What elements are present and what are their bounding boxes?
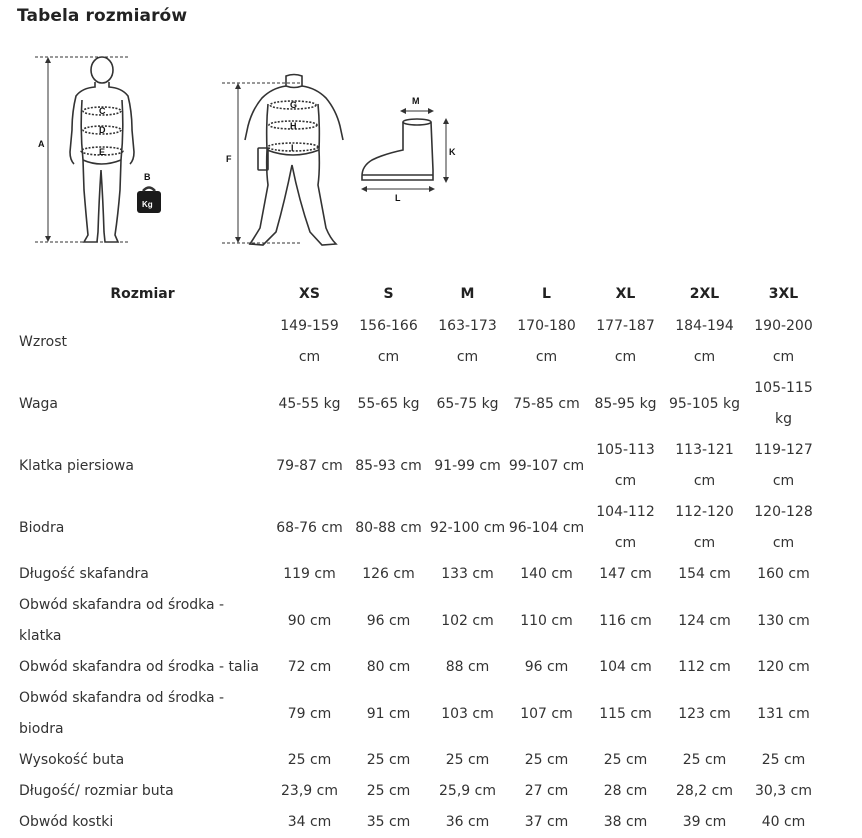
table-cell: 35 cm (366, 814, 411, 830)
table-cell: 115 cm (599, 705, 652, 722)
table-cell: 96 cm (524, 659, 569, 675)
table-cell: 124 cm (678, 612, 731, 629)
table-cell: 96 cm (366, 612, 411, 629)
table-cell: 80-88 cm (355, 519, 422, 536)
row-label: Wysokość buta (19, 752, 125, 768)
table-row (15, 311, 823, 373)
table-cell: 25 cm (287, 752, 332, 768)
table-cell: 133 cm (441, 566, 494, 582)
table-cell: 25 cm (366, 752, 411, 768)
table-cell: 120 cm (757, 659, 810, 675)
table-cell: 126 cm (362, 566, 415, 582)
header-size-l: L (542, 285, 551, 302)
table-cell: 113-121 cm (675, 442, 734, 489)
table-cell: 27 cm (524, 783, 569, 799)
label-M: M (412, 96, 420, 106)
header-size-3xl: 3XL (768, 285, 799, 302)
row-label: Długość/ rozmiar buta (19, 783, 174, 799)
label-L: L (395, 193, 401, 203)
label-G: G (290, 100, 298, 110)
table-cell: 23,9 cm (281, 783, 338, 799)
label-D: D (99, 125, 106, 135)
label-K: K (449, 147, 456, 157)
table-cell: 91 cm (366, 705, 411, 722)
header-size-m: M (460, 285, 475, 302)
table-cell: 85-93 cm (355, 457, 422, 474)
row-label: Obwód kostki (19, 814, 114, 830)
table-cell: 55-65 kg (357, 395, 420, 412)
row-label: Wzrost (19, 333, 67, 350)
row-label: Obwód skafandra od środka - talia (19, 659, 259, 675)
label-C: C (99, 106, 106, 116)
table-cell: 104-112 cm (596, 504, 655, 551)
table-cell: 177-187 cm (596, 318, 655, 365)
table-cell: 30,3 cm (755, 783, 812, 799)
row-label: Waga (19, 395, 58, 412)
table-cell: 37 cm (524, 814, 569, 830)
row-label: Obwód skafandra od środka - biodra (19, 690, 225, 737)
label-I: I (291, 143, 294, 153)
table-cell: 65-75 kg (436, 395, 499, 412)
row-label: Biodra (19, 519, 65, 536)
label-A: A (38, 139, 45, 149)
header-size-label: Rozmiar (110, 285, 175, 302)
table-cell: 68-76 cm (276, 519, 343, 536)
table-cell: 79 cm (287, 705, 332, 722)
row-label: Długość skafandra (19, 566, 149, 582)
table-cell: 184-194 cm (675, 318, 734, 365)
table-cell: 25 cm (524, 752, 569, 768)
table-cell: 102 cm (441, 612, 494, 629)
table-cell: 123 cm (678, 705, 731, 722)
table-cell: 104 cm (599, 659, 652, 675)
table-cell: 96-104 cm (508, 519, 585, 536)
header-size-xl: XL (615, 285, 636, 302)
header-size-2xl: 2XL (689, 285, 720, 302)
body-figure (35, 57, 161, 242)
table-cell: 91-99 cm (434, 457, 501, 474)
table-cell: 95-105 kg (668, 395, 741, 412)
table-cell: 103 cm (441, 705, 494, 722)
table-cell: 25 cm (603, 752, 648, 768)
table-row (15, 807, 823, 838)
table-cell: 190-200 cm (754, 318, 813, 365)
table-cell: 149-159 cm (280, 318, 339, 365)
table-cell: 38 cm (603, 814, 648, 830)
boot-figure (361, 108, 449, 192)
table-row (15, 497, 823, 559)
body-labels (38, 106, 153, 209)
header-size-xs: XS (299, 285, 320, 302)
header-size-s: S (383, 285, 394, 302)
table-cell: 28 cm (603, 783, 648, 799)
page-title: Tabela rozmiarów (17, 6, 188, 26)
table-cell: 45-55 kg (278, 395, 341, 412)
label-kg: Kg (142, 200, 153, 209)
row-label: Obwód skafandra od środka - klatka (19, 597, 225, 644)
table-cell: 107 cm (520, 705, 573, 722)
table-cell: 92-100 cm (429, 519, 506, 536)
table-row (15, 559, 823, 590)
table-cell: 25 cm (366, 783, 411, 799)
table-cell: 160 cm (757, 566, 810, 582)
table-cell: 34 cm (287, 814, 332, 830)
label-H: H (290, 121, 297, 131)
table-cell: 112 cm (678, 659, 731, 675)
table-row (15, 745, 823, 776)
table-cell: 25 cm (761, 752, 806, 768)
table-cell: 116 cm (599, 612, 652, 629)
table-cell: 36 cm (445, 814, 490, 830)
table-cell: 25 cm (445, 752, 490, 768)
table-cell: 105-113 cm (596, 442, 655, 489)
table-cell: 154 cm (678, 566, 731, 582)
table-body (15, 311, 823, 838)
label-E: E (99, 147, 106, 157)
table-cell: 105-115 kg (754, 380, 813, 427)
table-cell: 88 cm (445, 659, 490, 675)
table-cell: 79-87 cm (276, 457, 343, 474)
row-label: Klatka piersiowa (19, 457, 134, 474)
table-cell: 28,2 cm (676, 783, 733, 799)
table-cell: 156-166 cm (359, 318, 418, 365)
table-cell: 119-127 cm (754, 442, 813, 489)
suit-figure (222, 75, 343, 246)
table-cell: 140 cm (520, 566, 573, 582)
table-cell: 99-107 cm (508, 457, 585, 474)
table-cell: 163-173 cm (438, 318, 497, 365)
table-cell: 39 cm (682, 814, 727, 830)
label-F: F (226, 154, 232, 164)
table-cell: 85-95 kg (594, 395, 657, 412)
table-cell: 25,9 cm (439, 783, 496, 799)
table-cell: 112-120 cm (675, 504, 734, 551)
size-diagram (0, 40, 480, 255)
table-cell: 170-180 cm (517, 318, 576, 365)
table-cell: 147 cm (599, 566, 652, 582)
table-cell: 119 cm (283, 566, 336, 582)
table-row (15, 590, 823, 652)
table-cell: 130 cm (757, 612, 810, 629)
table-row (15, 435, 823, 497)
size-table (15, 277, 823, 838)
table-cell: 131 cm (757, 705, 810, 722)
label-B: B (144, 172, 151, 182)
table-row (15, 776, 823, 807)
table-cell: 25 cm (682, 752, 727, 768)
table-row (15, 373, 823, 435)
table-cell: 110 cm (520, 612, 573, 629)
table-row (15, 683, 823, 745)
table-cell: 90 cm (287, 612, 332, 629)
table-cell: 120-128 cm (754, 504, 813, 551)
table-cell: 75-85 cm (513, 395, 580, 412)
table-cell: 80 cm (366, 659, 411, 675)
table-header-row (15, 277, 823, 311)
table-cell: 40 cm (761, 814, 806, 830)
table-row (15, 652, 823, 683)
table-cell: 72 cm (287, 659, 332, 675)
